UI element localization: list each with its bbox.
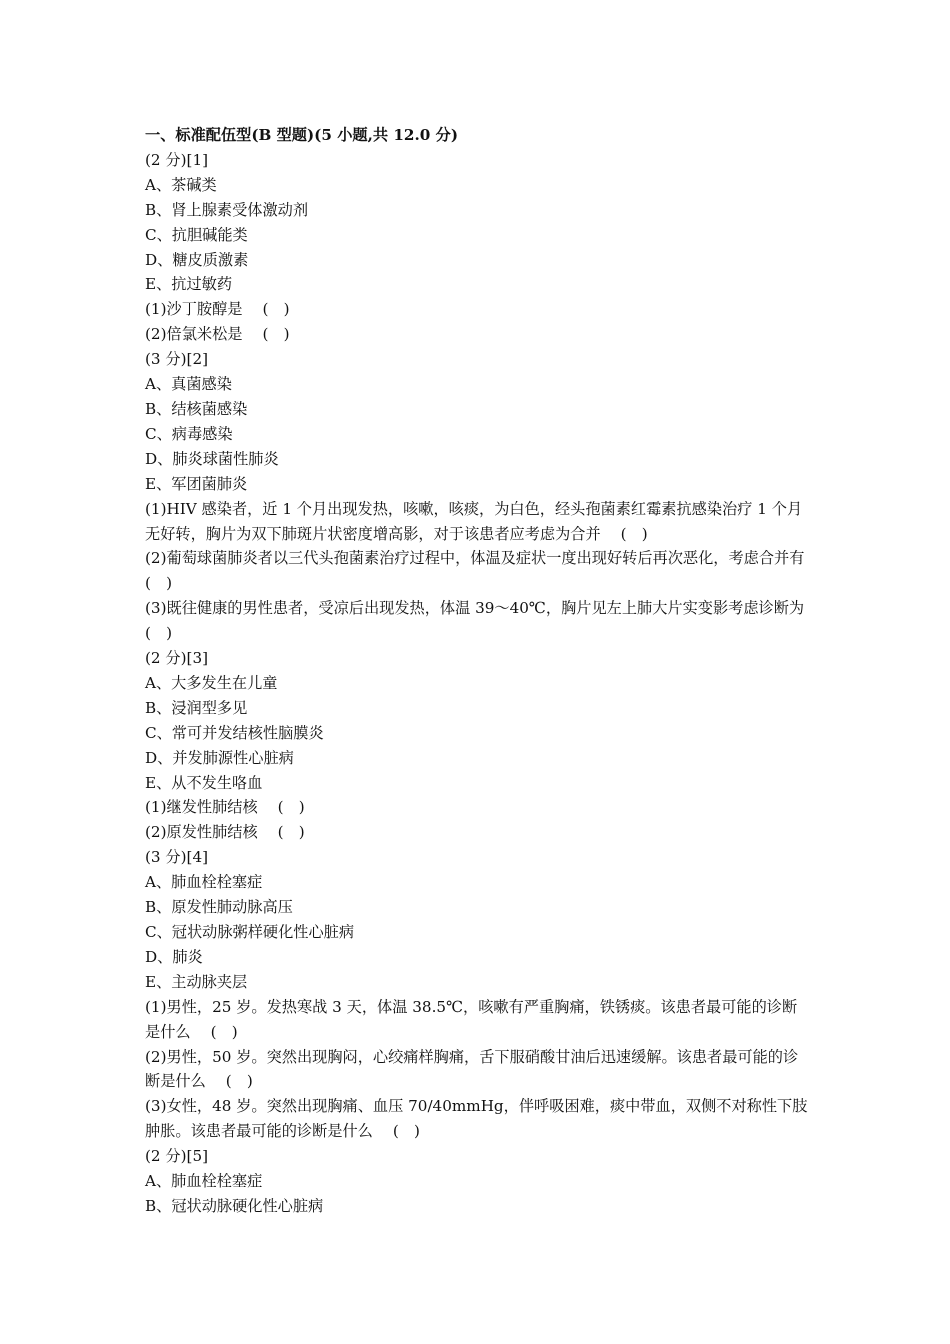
q1-option-b: B、肾上腺素受体激动剂 [145, 200, 309, 219]
q2-sub-3: (3)既往健康的男性患者，受凉后出现发热，体温 39～40℃，胸片见左上肺大片实变影考虑诊断为 ( ) [145, 599, 825, 643]
q4-sub-3: (3)女性，48 岁。突然出现胸痛、血压 70/40mmHg，伴呼吸困难，痰中带血，双侧不对称性下肢肿胀。该患者最可能的诊断是什么 ( ) [145, 1097, 808, 1141]
q5-option-b: B、冠状动脉硬化性心脏病 [145, 1196, 324, 1215]
q3-sub-1: (1)继发性肺结核 ( ) [145, 798, 305, 817]
q3-option-d: D、并发肺源性心脏病 [145, 748, 294, 767]
q2-option-d: D、肺炎球菌性肺炎 [145, 449, 279, 468]
q4-option-e: E、主动脉夹层 [145, 972, 248, 991]
q1-option-d: D、糖皮质激素 [145, 250, 249, 269]
q3-option-c: C、常可并发结核性脑膜炎 [145, 723, 324, 742]
q3-sub-2: (2)原发性肺结核 ( ) [145, 823, 305, 842]
q1-sub-1: (1)沙丁胺醇是 ( ) [145, 300, 290, 319]
q3-option-b: B、浸润型多见 [145, 698, 248, 717]
q5-score: (2 分)[5] [145, 1147, 209, 1166]
q1-option-c: C、抗胆碱能类 [145, 225, 248, 244]
q2-option-a: A、真菌感染 [145, 375, 232, 394]
q2-sub-2: (2)葡萄球菌肺炎者以三代头孢菌素治疗过程中，体温及症状一度出现好转后再次恶化，考虑合并有 ( ) [145, 549, 825, 593]
q4-option-d: D、肺炎 [145, 947, 203, 966]
q4-sub-2: (2)男性，50 岁。突然出现胸闷，心绞痛样胸痛，舌下服硝酸甘油后迅速缓解。该患者最可能的诊断是什么 ( ) [145, 1047, 799, 1091]
document-page [145, 123, 825, 1219]
q2-option-e: E、军团菌肺炎 [145, 474, 248, 493]
q3-option-a: A、大多发生在儿童 [145, 673, 278, 692]
q1-option-a: A、茶碱类 [145, 175, 217, 194]
q3-option-e: E、从不发生咯血 [145, 773, 263, 792]
q1-option-e: E、抗过敏药 [145, 275, 233, 294]
q2-sub-1: (1)HIV 感染者，近 1 个月出现发热，咳嗽，咳痰，为白色，经头孢菌素红霉素抗感染治疗 1 个月无好转，胸片为双下肺斑片状密度增高影，对于该患者应考虑为合并 ( ) [145, 499, 803, 543]
q5-option-a: A、肺血栓栓塞症 [145, 1172, 263, 1191]
q4-score: (3 分)[4] [145, 848, 209, 867]
q4-option-c: C、冠状动脉粥样硬化性心脏病 [145, 923, 355, 941]
q3-score: (2 分)[3] [145, 649, 209, 668]
q1-sub-2: (2)倍氯米松是 ( ) [145, 325, 290, 344]
q1-score: (2 分)[1] [145, 150, 209, 169]
q2-score: (3 分)[2] [145, 350, 209, 369]
q2-option-c: C、病毒感染 [145, 424, 233, 443]
q2-option-b: B、结核菌感染 [145, 399, 248, 418]
q4-sub-1: (1)男性，25 岁。发热寒战 3 天，体温 38.5℃，咳嗽有严重胸痛，铁锈痰。该患者最可能的诊断是什么 ( ) [145, 997, 798, 1041]
section-title: 一、标准配伍型(B 型题)(5 小题,共 12.0 分) [145, 126, 459, 144]
q4-option-b: B、原发性肺动脉高压 [145, 898, 293, 917]
q4-option-a: A、肺血栓栓塞症 [145, 873, 263, 892]
